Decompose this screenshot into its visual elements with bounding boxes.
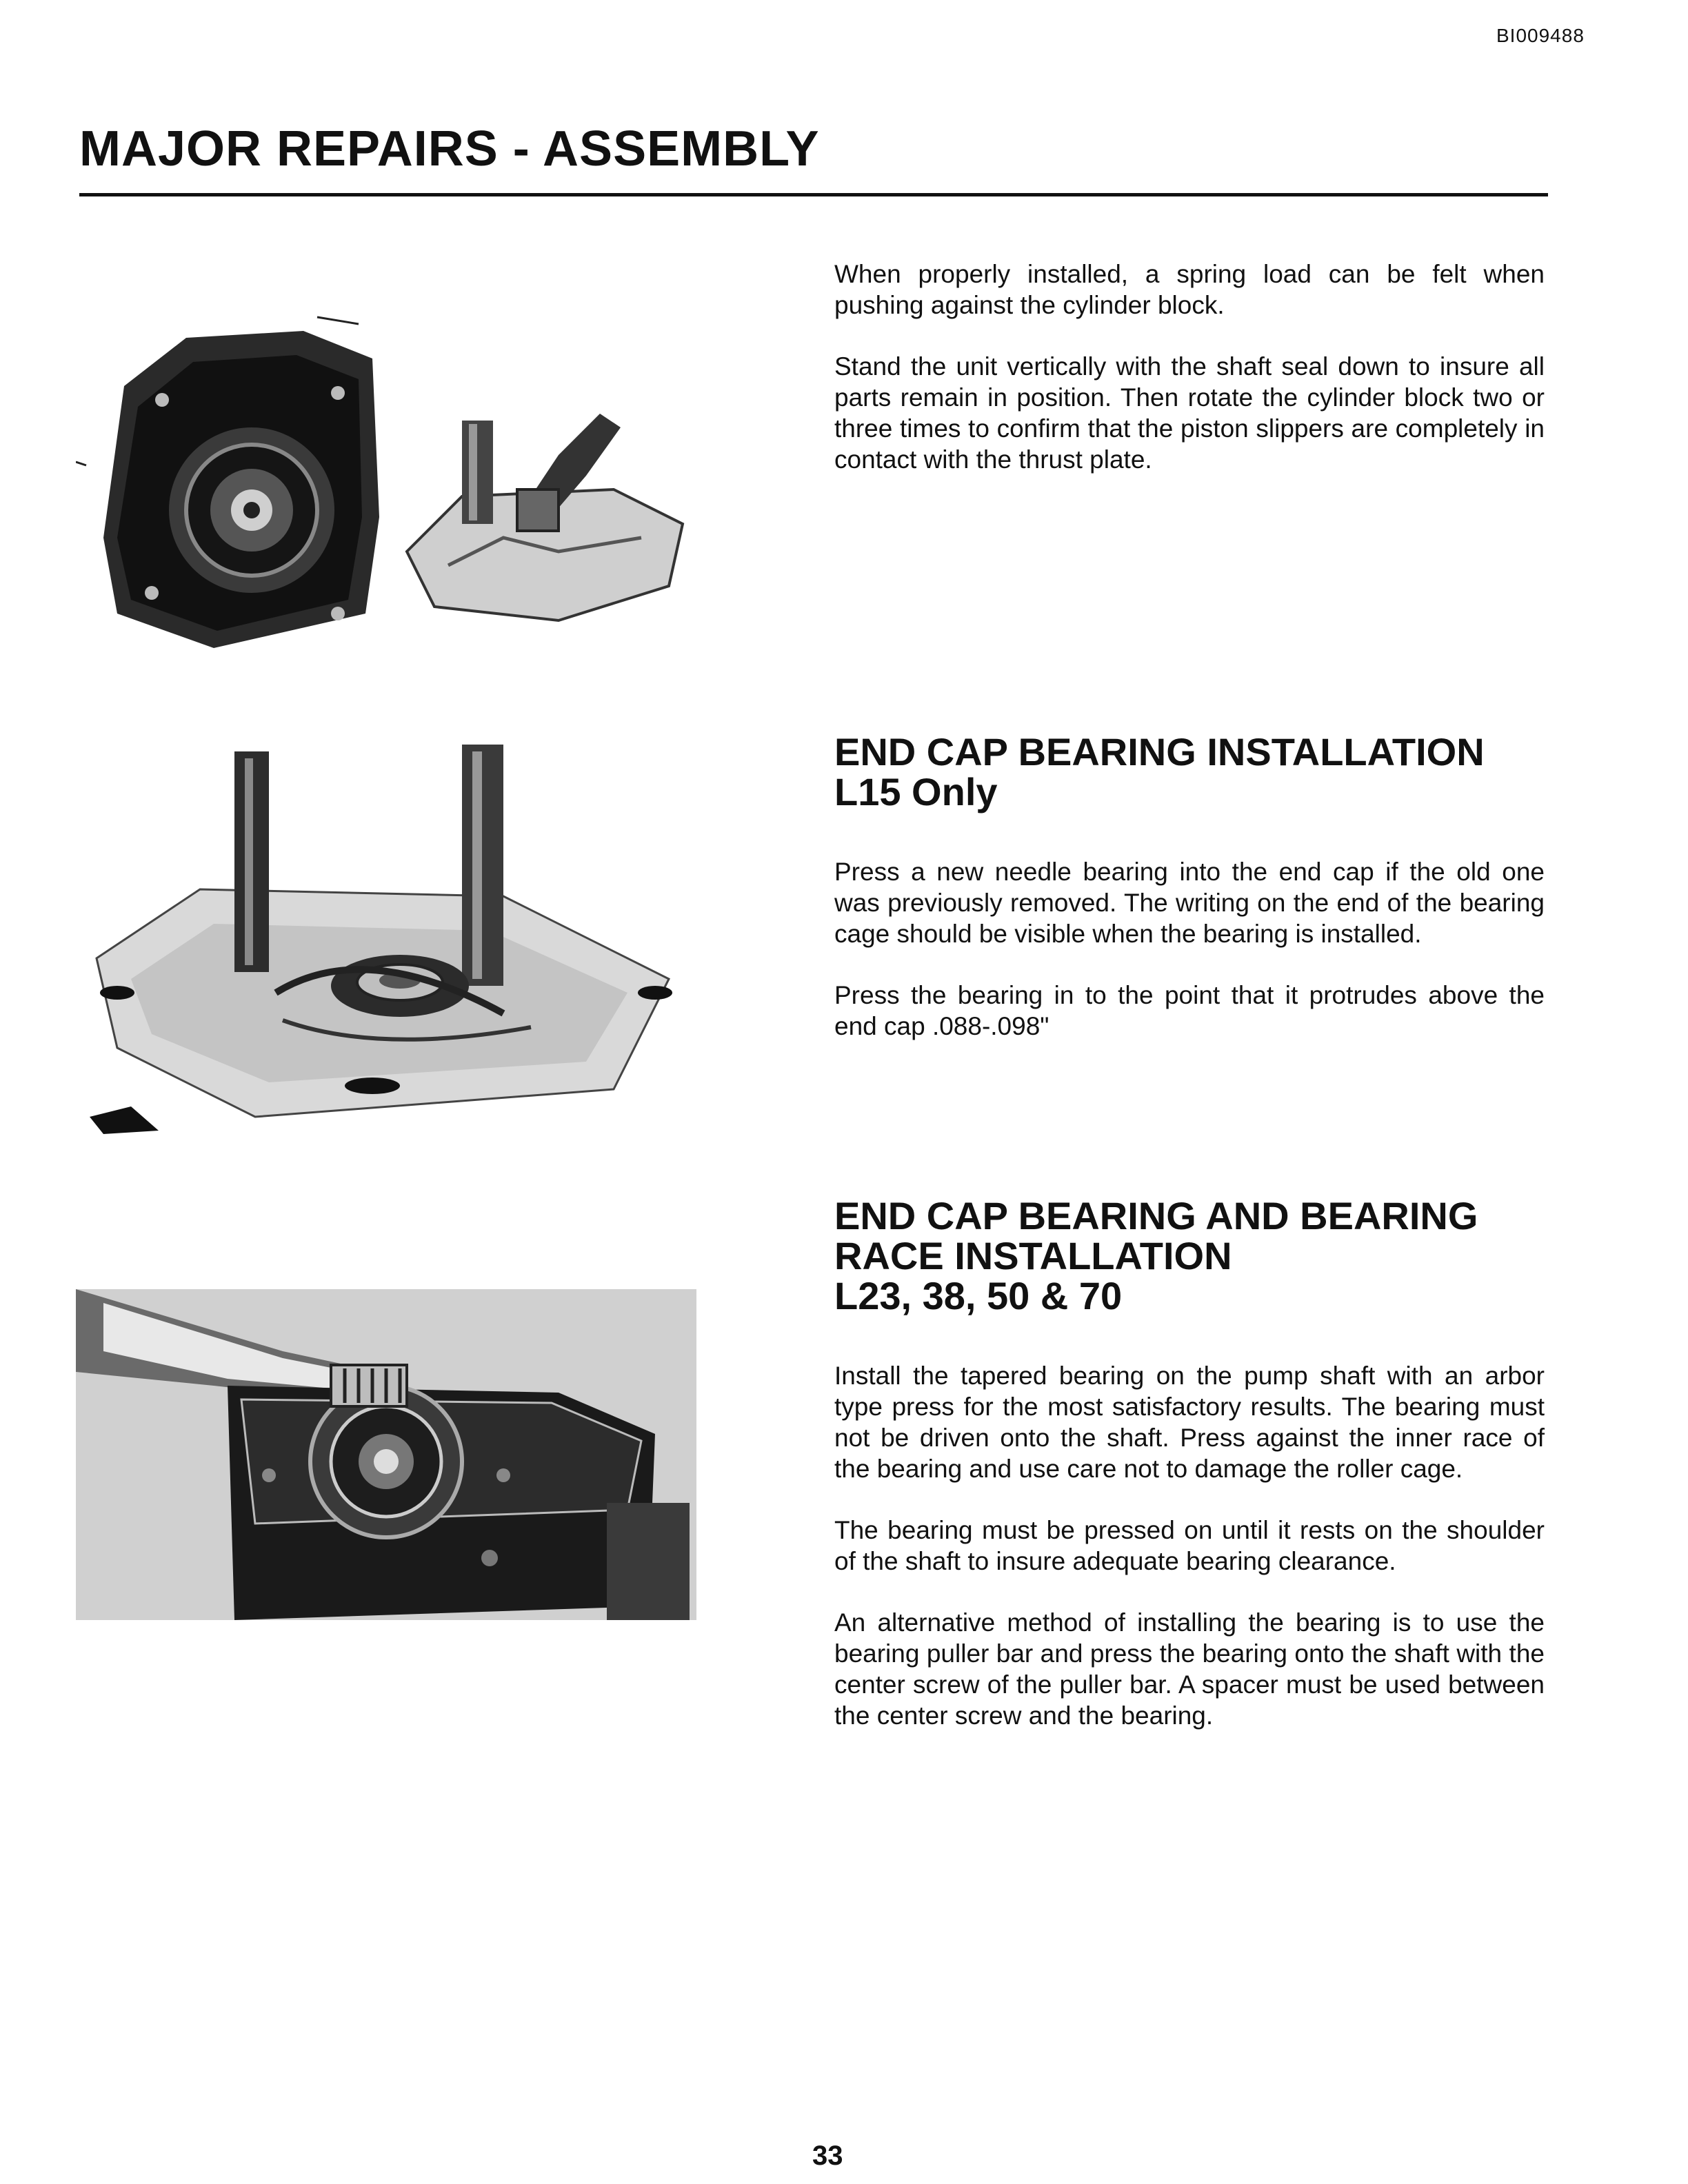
bearing-race-paragraph-1: Install the tapered bearing on the pump shaft with an arbor type press for the most satisfactory results. The bearing must not be driven onto the shaft. Press against the inner race of the bearing and use care not to damage the roller cage. — [834, 1362, 1545, 1483]
end-cap-bearing-section — [834, 732, 1545, 1072]
intro-paragraph-2: Stand the unit vertically with the shaft seal down to insure all parts remain in position. Then rotate the cylinder block two or three times to confirm that the piston slippers are completely in contact with the thrust plate. — [834, 352, 1545, 474]
intro-paragraph-1: When properly installed, a spring load can be felt when pushing against the cylinder block. — [834, 260, 1545, 319]
bearing-race-heading-line1: END CAP BEARING AND BEARING — [834, 1194, 1478, 1237]
bearing-race-section — [834, 1196, 1545, 1761]
end-cap-bearing-paragraph-1: Press a new needle bearing into the end cap if the old one was previously removed. The writing on the end of the bearing cage should be visible when the bearing is installed. — [834, 858, 1545, 948]
page-title: MAJOR REPAIRS - ASSEMBLY — [79, 121, 820, 176]
end-cap-bearing-heading-line2: L15 Only — [834, 770, 998, 813]
photo-end-cap-bearing — [76, 731, 696, 1158]
end-cap-bearing-heading-line1: END CAP BEARING INSTALLATION — [834, 730, 1485, 774]
photo-pump-assembly — [76, 290, 696, 676]
photo-bearing-race — [76, 1213, 696, 1620]
end-cap-bearing-heading — [834, 732, 1545, 812]
page-number: 33 — [812, 2141, 843, 2171]
bearing-race-paragraph-3: An alternative method of installing the bearing is to use the bearing puller bar and press the bearing onto the shaft with the center screw of the puller bar. A spacer must be used between the center screw and the bearing. — [834, 1608, 1545, 1730]
bearing-race-heading-line3: L23, 38, 50 & 70 — [834, 1274, 1123, 1317]
end-cap-bearing-paragraph-2: Press the bearing in to the point that it protrudes above the end cap .088-.098" — [834, 981, 1545, 1040]
document-id: BI009488 — [1496, 25, 1585, 46]
bearing-race-heading-line2: RACE INSTALLATION — [834, 1234, 1232, 1277]
title-rule — [79, 193, 1548, 196]
intro-text-section — [834, 259, 1545, 505]
bearing-race-heading — [834, 1196, 1545, 1316]
bearing-race-paragraph-2: The bearing must be pressed on until it rests on the shoulder of the shaft to insure adequate bearing clearance. — [834, 1516, 1545, 1575]
